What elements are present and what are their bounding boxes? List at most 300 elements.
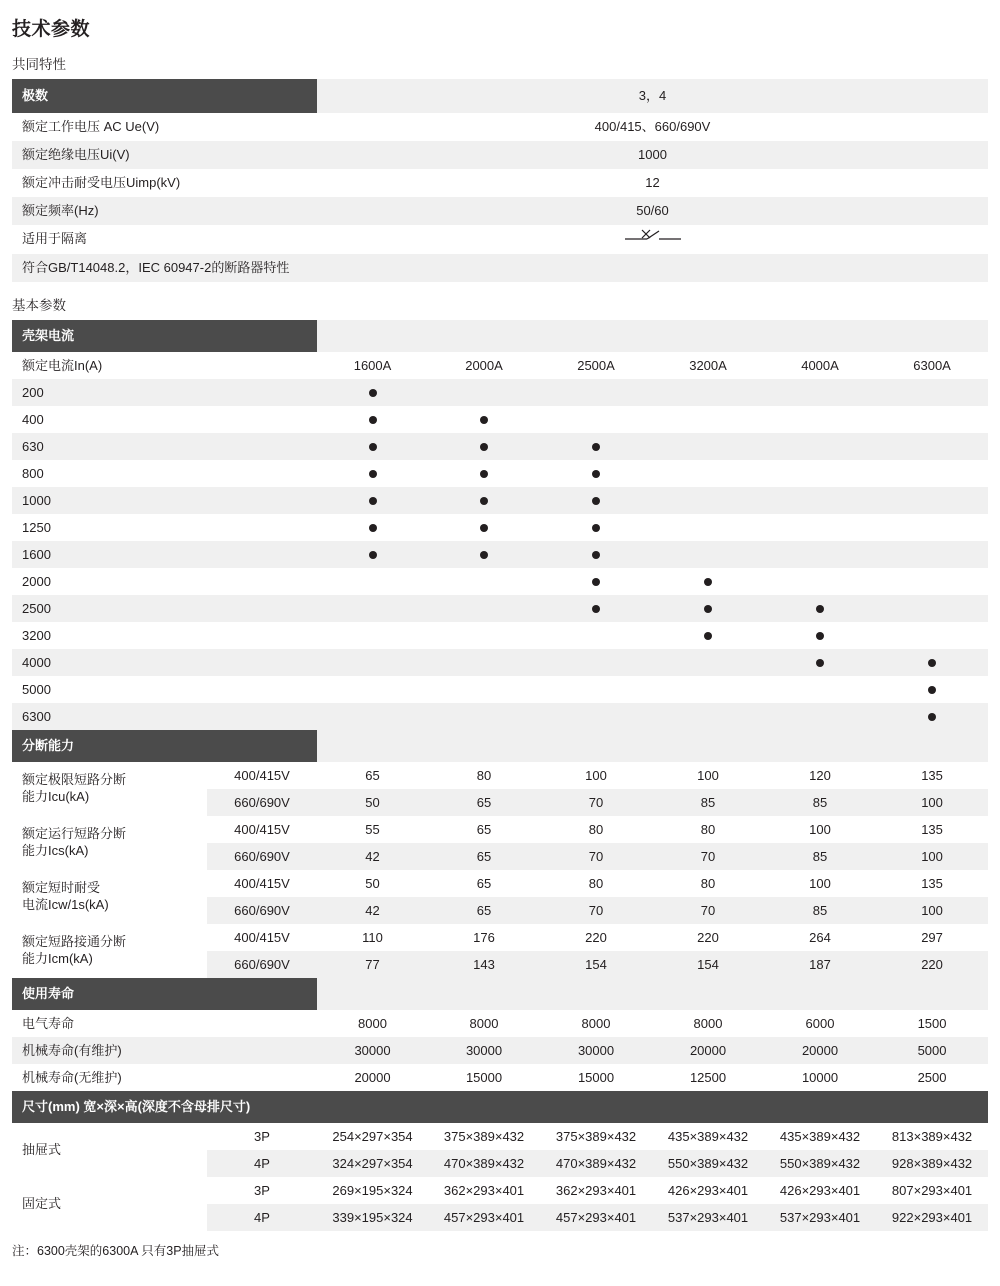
availability-dot xyxy=(928,713,936,721)
standard-note: 符合GB/T14048.2，IEC 60947-2的断路器特性 xyxy=(22,259,290,275)
life-value: 8000 xyxy=(358,1015,387,1031)
dimension-value: 254×297×354 xyxy=(332,1128,413,1144)
dimension-value: 269×195×324 xyxy=(332,1182,413,1198)
life-value: 30000 xyxy=(465,1042,503,1058)
life-value: 30000 xyxy=(354,1042,391,1058)
availability-cell xyxy=(876,622,988,649)
availability-cell xyxy=(428,676,540,703)
common-characteristics-table xyxy=(12,79,988,282)
footnote: 注：6300壳架的6300A 只有3P抽屉式 xyxy=(12,1243,220,1258)
breaking-value: 65 xyxy=(476,794,492,810)
dimension-value: 928×389×432 xyxy=(891,1155,973,1171)
dimension-value: 426×293×401 xyxy=(667,1182,749,1198)
life-value: 6000 xyxy=(805,1015,835,1031)
table-row xyxy=(12,169,988,197)
breaking-value: 70 xyxy=(588,902,604,918)
availability-cell xyxy=(652,595,764,622)
availability-cell xyxy=(428,514,540,541)
table-row xyxy=(12,1037,988,1064)
breaking-param-text: 额定短时耐受 电流Icw/1s(kA) xyxy=(22,879,109,913)
frame-column-header: 3200A xyxy=(689,357,727,373)
breaking-param-label xyxy=(12,816,207,870)
dimension-value: 362×293×401 xyxy=(555,1182,637,1198)
availability-cell xyxy=(540,622,652,649)
availability-cell xyxy=(876,487,988,514)
breaking-value: 100 xyxy=(809,821,831,837)
availability-cell xyxy=(428,703,540,730)
availability-cell xyxy=(876,433,988,460)
voltage-sub-label: 660/690V xyxy=(234,956,290,972)
breaking-value: 100 xyxy=(921,902,943,918)
table-row xyxy=(12,1123,988,1150)
page-title: 技术参数 xyxy=(12,19,91,40)
breaking-value: 85 xyxy=(700,794,716,810)
cell-value: 3，4 xyxy=(317,79,988,113)
availability-cell xyxy=(428,595,540,622)
availability-cell xyxy=(764,595,876,622)
cell-label: 额定工作电压 AC Ue(V) xyxy=(22,119,160,134)
availability-cell xyxy=(652,406,764,433)
breaking-value: 80 xyxy=(700,875,716,891)
availability-cell xyxy=(540,487,652,514)
frame-column-header: 6300A xyxy=(913,357,951,373)
section-heading-common: 共同特性 xyxy=(12,57,66,72)
dimension-value: 457×293×401 xyxy=(443,1209,525,1225)
availability-dot xyxy=(480,524,488,532)
table-row xyxy=(12,1177,988,1204)
breaking-param-label xyxy=(12,762,207,816)
table-row xyxy=(12,79,988,113)
life-label: 机械寿命(有维护) xyxy=(22,1042,122,1058)
cell-label: 极数 xyxy=(22,88,49,103)
table-row xyxy=(12,197,988,225)
dimension-value: 435×389×432 xyxy=(667,1128,749,1144)
breaking-value: 77 xyxy=(365,956,380,972)
availability-cell xyxy=(317,649,428,676)
current-rating-label: 200 xyxy=(22,384,44,400)
common-table-body xyxy=(12,79,988,282)
availability-dot xyxy=(816,659,824,667)
availability-dot xyxy=(704,632,712,640)
table-row xyxy=(12,816,988,843)
availability-cell xyxy=(764,703,876,730)
table-row xyxy=(12,622,988,649)
cell-label: 额定冲击耐受电压Uimp(kV) xyxy=(22,175,181,190)
voltage-sub-label: 660/690V xyxy=(234,848,290,864)
cell-value-isolation xyxy=(317,225,988,254)
life-label: 机械寿命(无维护) xyxy=(22,1069,122,1085)
breaking-value: 176 xyxy=(473,929,495,945)
availability-dot xyxy=(369,443,377,451)
dimension-value: 324×297×354 xyxy=(332,1155,413,1171)
breaking-value: 42 xyxy=(365,902,380,918)
voltage-sub-label: 400/415V xyxy=(234,767,290,783)
availability-cell xyxy=(317,541,428,568)
availability-cell xyxy=(652,568,764,595)
table-row-standard-note xyxy=(12,254,988,282)
cell-label: 适用于隔离 xyxy=(22,231,88,247)
dimension-value: 922×293×401 xyxy=(891,1209,973,1225)
breaking-value: 42 xyxy=(365,848,380,864)
dimension-value: 375×389×432 xyxy=(443,1128,525,1144)
breaking-value: 80 xyxy=(588,821,604,837)
breaking-value: 143 xyxy=(473,956,495,972)
table-row xyxy=(12,460,988,487)
availability-dot xyxy=(816,632,824,640)
rated-current-label: 额定电流In(A) xyxy=(22,357,103,373)
availability-cell xyxy=(317,460,428,487)
breaking-value: 85 xyxy=(812,848,828,864)
section-heading-basic: 基本参数 xyxy=(12,297,66,313)
dimension-value: 550×389×432 xyxy=(779,1155,861,1171)
table-row xyxy=(12,649,988,676)
table-row xyxy=(12,141,988,169)
breaking-param-text: 额定运行短路分断 能力Ics(kA) xyxy=(22,825,127,859)
availability-cell xyxy=(428,460,540,487)
availability-dot xyxy=(704,578,712,586)
breaking-param-label xyxy=(12,870,207,924)
table-row-section-dimensions xyxy=(12,1091,988,1123)
availability-cell xyxy=(764,568,876,595)
availability-dot xyxy=(816,605,824,613)
dimension-value: 362×293×401 xyxy=(443,1182,525,1198)
breaking-value: 70 xyxy=(588,794,604,810)
availability-cell xyxy=(764,514,876,541)
breaking-value: 220 xyxy=(585,929,607,945)
frame-column-header: 1600A xyxy=(353,357,392,373)
availability-cell xyxy=(428,379,540,406)
breaking-value: 220 xyxy=(697,929,719,945)
availability-cell xyxy=(876,514,988,541)
cell-value: 400/415、660/690V xyxy=(594,119,711,134)
breaking-value: 80 xyxy=(588,875,604,891)
availability-cell xyxy=(540,649,652,676)
availability-cell xyxy=(764,379,876,406)
availability-cell xyxy=(428,433,540,460)
breaking-value: 135 xyxy=(921,875,943,891)
current-rating-label: 3200 xyxy=(22,627,51,643)
availability-cell xyxy=(540,541,652,568)
availability-cell xyxy=(876,568,988,595)
current-rating-label: 630 xyxy=(22,438,44,454)
dimension-value: 807×293×401 xyxy=(891,1182,973,1198)
breaking-value: 85 xyxy=(812,902,828,918)
availability-cell xyxy=(652,460,764,487)
availability-cell xyxy=(876,460,988,487)
breaking-value: 70 xyxy=(700,902,716,918)
availability-dot xyxy=(369,470,377,478)
dimension-value: 537×293×401 xyxy=(779,1209,861,1225)
availability-cell xyxy=(540,676,652,703)
breaking-value: 70 xyxy=(588,848,604,864)
breaking-value: 100 xyxy=(697,767,719,783)
life-value: 12500 xyxy=(689,1069,727,1085)
availability-cell xyxy=(540,514,652,541)
breaking-value: 100 xyxy=(921,794,943,810)
dimension-value: 375×389×432 xyxy=(555,1128,637,1144)
current-rating-label: 2500 xyxy=(22,600,51,616)
voltage-sub-label: 400/415V xyxy=(234,821,290,837)
table-row xyxy=(12,870,988,897)
breaking-param-text: 额定短路接通分断 能力Icm(kA) xyxy=(22,933,127,967)
cell-label: 额定频率(Hz) xyxy=(22,203,99,218)
life-value: 20000 xyxy=(801,1042,839,1058)
current-rating-label: 1250 xyxy=(22,519,51,535)
life-value: 15000 xyxy=(465,1069,503,1085)
breaking-value: 55 xyxy=(365,821,380,837)
isolation-symbol-icon xyxy=(625,226,681,254)
frame-column-header: 2500A xyxy=(577,357,615,373)
current-rating-label: 5000 xyxy=(22,681,51,697)
frame-column-header: 4000A xyxy=(801,357,839,373)
availability-cell xyxy=(764,649,876,676)
availability-cell xyxy=(652,541,764,568)
breaking-value: 50 xyxy=(365,875,380,891)
current-rating-label: 1000 xyxy=(22,492,51,508)
breaking-value: 85 xyxy=(812,794,828,810)
dimension-value: 435×389×432 xyxy=(779,1128,861,1144)
availability-cell xyxy=(764,541,876,568)
life-value: 15000 xyxy=(577,1069,615,1085)
availability-dot xyxy=(592,605,600,613)
availability-cell xyxy=(428,568,540,595)
availability-cell xyxy=(876,703,988,730)
availability-dot xyxy=(592,497,600,505)
current-rating-label: 4000 xyxy=(22,654,51,670)
availability-cell xyxy=(764,460,876,487)
availability-dot xyxy=(592,578,600,586)
life-label: 电气寿命 xyxy=(22,1015,75,1031)
table-row xyxy=(12,225,988,254)
current-rating-label: 2000 xyxy=(22,573,51,589)
frame-column-header: 2000A xyxy=(465,357,503,373)
availability-cell xyxy=(540,379,652,406)
dimension-value: 457×293×401 xyxy=(555,1209,637,1225)
availability-dot xyxy=(369,389,377,397)
availability-cell xyxy=(317,703,428,730)
breaking-value: 80 xyxy=(476,767,492,783)
availability-dot xyxy=(369,524,377,532)
dimension-value: 470×389×432 xyxy=(443,1155,525,1171)
table-row-section-breaking xyxy=(12,730,988,762)
table-row xyxy=(12,433,988,460)
basic-table-body xyxy=(12,320,988,1231)
availability-cell xyxy=(652,622,764,649)
availability-dot xyxy=(704,605,712,613)
voltage-sub-label: 660/690V xyxy=(234,794,290,810)
basic-parameters-table xyxy=(12,320,988,1231)
table-row xyxy=(12,487,988,514)
availability-cell xyxy=(652,514,764,541)
life-value: 20000 xyxy=(354,1069,391,1085)
life-value: 5000 xyxy=(917,1042,947,1058)
current-rating-label: 6300 xyxy=(22,708,51,724)
table-row xyxy=(12,541,988,568)
pole-label: 3P xyxy=(254,1128,270,1144)
availability-cell xyxy=(652,703,764,730)
table-row-section-life xyxy=(12,978,988,1010)
availability-cell xyxy=(540,703,652,730)
breaking-value: 120 xyxy=(809,767,831,783)
breaking-param-label xyxy=(12,924,207,978)
availability-dot xyxy=(369,551,377,559)
table-row xyxy=(12,703,988,730)
breaking-value: 65 xyxy=(476,821,492,837)
availability-cell xyxy=(428,622,540,649)
dimension-value: 537×293×401 xyxy=(667,1209,749,1225)
breaking-value: 154 xyxy=(585,956,607,972)
availability-dot xyxy=(592,470,600,478)
dimension-value: 339×195×324 xyxy=(332,1209,413,1225)
table-row xyxy=(12,676,988,703)
availability-cell xyxy=(317,379,428,406)
dimensions-heading: 尺寸(mm) 宽×深×高(深度不含母排尺寸) xyxy=(22,1098,251,1114)
dimension-type-label: 固定式 xyxy=(22,1196,62,1212)
pole-label: 4P xyxy=(254,1155,270,1171)
breaking-value: 264 xyxy=(809,929,831,945)
availability-dot xyxy=(480,443,488,451)
availability-dot xyxy=(928,686,936,694)
voltage-sub-label: 400/415V xyxy=(234,875,290,891)
table-row xyxy=(12,924,988,951)
dimension-value: 813×389×432 xyxy=(891,1128,973,1144)
availability-cell xyxy=(876,379,988,406)
current-rating-label: 400 xyxy=(22,411,44,427)
availability-cell xyxy=(428,406,540,433)
availability-cell xyxy=(540,595,652,622)
availability-cell xyxy=(540,433,652,460)
availability-dot xyxy=(592,524,600,532)
life-value: 10000 xyxy=(801,1069,839,1085)
availability-cell xyxy=(652,487,764,514)
cell-value: 50/60 xyxy=(636,203,669,218)
availability-dot xyxy=(928,659,936,667)
dimension-value: 470×389×432 xyxy=(555,1155,637,1171)
table-row xyxy=(12,762,988,789)
current-rating-label: 800 xyxy=(22,465,44,481)
availability-cell xyxy=(764,433,876,460)
pole-label: 4P xyxy=(254,1209,270,1225)
availability-cell xyxy=(764,487,876,514)
breaking-value: 100 xyxy=(809,875,831,891)
table-row-frame-header xyxy=(12,320,988,352)
availability-cell xyxy=(428,487,540,514)
availability-dot xyxy=(592,551,600,559)
life-value: 8000 xyxy=(469,1015,499,1031)
availability-cell xyxy=(764,406,876,433)
table-row xyxy=(12,379,988,406)
availability-cell xyxy=(317,595,428,622)
availability-cell xyxy=(317,676,428,703)
life-value: 8000 xyxy=(693,1015,723,1031)
availability-dot xyxy=(480,416,488,424)
section-blank xyxy=(317,978,988,1010)
voltage-sub-label: 660/690V xyxy=(234,902,290,918)
table-row xyxy=(12,568,988,595)
availability-cell xyxy=(428,541,540,568)
breaking-value: 187 xyxy=(809,956,831,972)
life-value: 30000 xyxy=(577,1042,615,1058)
breaking-value: 135 xyxy=(921,821,943,837)
pole-label: 3P xyxy=(254,1182,270,1198)
section-blank xyxy=(317,730,988,762)
availability-cell xyxy=(317,487,428,514)
cell-label: 额定绝缘电压Ui(V) xyxy=(22,147,130,162)
cell-value: 1000 xyxy=(638,147,667,162)
current-rating-label: 1600 xyxy=(22,546,51,562)
breaking-value: 135 xyxy=(921,767,943,783)
table-row xyxy=(12,514,988,541)
breaking-value: 297 xyxy=(921,929,943,945)
dimension-type-label: 抽屉式 xyxy=(22,1142,62,1158)
availability-dot xyxy=(480,551,488,559)
breaking-value: 65 xyxy=(476,875,492,891)
breaking-value: 70 xyxy=(700,848,716,864)
breaking-value: 50 xyxy=(365,794,380,810)
availability-cell xyxy=(876,676,988,703)
table-row xyxy=(12,1010,988,1037)
table-row xyxy=(12,113,988,141)
availability-cell xyxy=(652,433,764,460)
life-value: 2500 xyxy=(917,1069,947,1085)
breaking-value: 80 xyxy=(700,821,716,837)
availability-dot xyxy=(480,497,488,505)
availability-cell xyxy=(764,676,876,703)
availability-cell xyxy=(317,406,428,433)
frame-header-blank xyxy=(317,320,988,352)
availability-cell xyxy=(876,649,988,676)
life-value: 20000 xyxy=(689,1042,727,1058)
availability-cell xyxy=(540,406,652,433)
table-row xyxy=(12,406,988,433)
life-value: 8000 xyxy=(581,1015,611,1031)
dimension-value: 550×389×432 xyxy=(667,1155,749,1171)
availability-cell xyxy=(652,676,764,703)
dimension-value: 426×293×401 xyxy=(779,1182,861,1198)
cell-value: 12 xyxy=(645,175,660,190)
availability-cell xyxy=(876,595,988,622)
breaking-value: 154 xyxy=(697,956,719,972)
breaking-value: 65 xyxy=(476,848,492,864)
breaking-value: 65 xyxy=(476,902,492,918)
breaking-param-text: 额定极限短路分断 能力Icu(kA) xyxy=(22,771,127,805)
frame-current-header: 壳架电流 xyxy=(22,327,75,343)
availability-cell xyxy=(317,433,428,460)
availability-dot xyxy=(592,443,600,451)
availability-dot xyxy=(480,470,488,478)
table-row-rated-current xyxy=(12,352,988,379)
service-life-heading: 使用寿命 xyxy=(22,985,75,1001)
availability-cell xyxy=(652,649,764,676)
breaking-value: 110 xyxy=(362,929,383,945)
breaking-value: 100 xyxy=(921,848,943,864)
table-row xyxy=(12,1064,988,1091)
availability-dot xyxy=(369,416,377,424)
availability-cell xyxy=(540,568,652,595)
availability-cell xyxy=(317,514,428,541)
availability-cell xyxy=(652,379,764,406)
availability-dot xyxy=(369,497,377,505)
table-row xyxy=(12,595,988,622)
availability-cell xyxy=(428,649,540,676)
availability-cell xyxy=(317,568,428,595)
availability-cell xyxy=(764,622,876,649)
life-value: 1500 xyxy=(917,1015,947,1031)
availability-cell xyxy=(876,541,988,568)
breaking-capacity-heading: 分断能力 xyxy=(22,737,75,753)
voltage-sub-label: 400/415V xyxy=(234,929,290,945)
breaking-value: 65 xyxy=(365,767,380,783)
